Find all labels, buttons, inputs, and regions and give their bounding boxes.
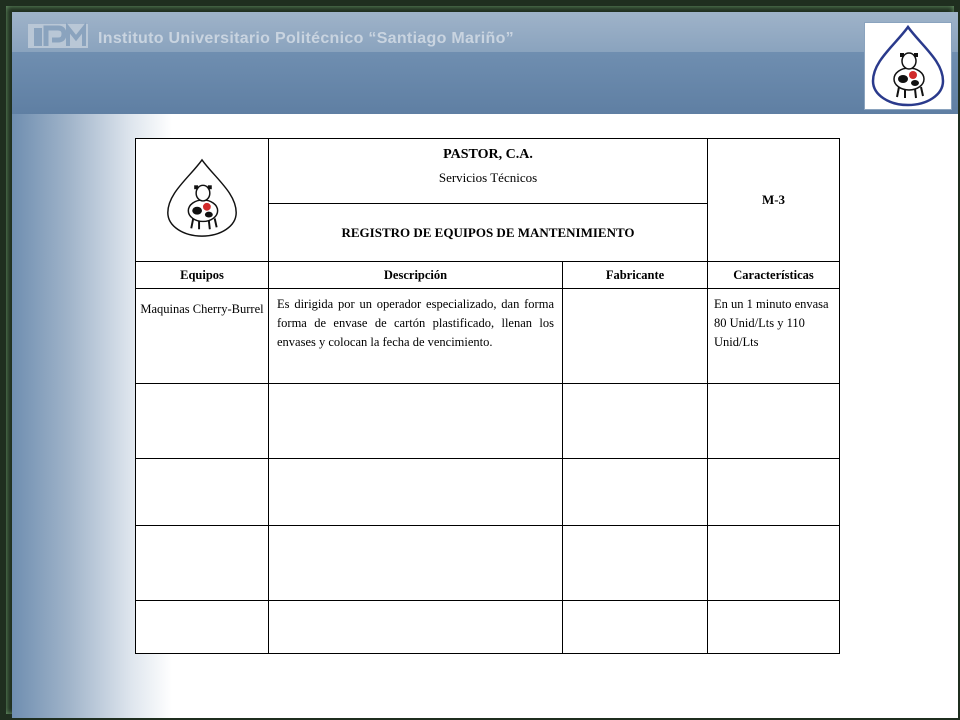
cell-descripcion [269,459,563,526]
cell-descripcion [269,601,563,654]
cell-fabricante [563,459,708,526]
cell-descripcion: Es dirigida por un operador especializado, dan forma forma de envase de cartón plastificado, llenan los envases y colocan la fecha de vencimiento. [269,289,563,384]
form-logo-cell [136,139,269,262]
cow-drop-logo-icon [865,23,951,109]
form-title: REGISTRO DE EQUIPOS DE MANTENIMIENTO [269,204,708,262]
table-row [136,459,840,526]
cell-caracteristicas [708,526,840,601]
company-name: PASTOR, C.A. [443,147,533,162]
institution-logo-icon [28,22,88,50]
cow-drop-logo-icon [160,156,244,240]
cell-fabricante [563,601,708,654]
slide [12,12,958,718]
column-header-caracteristicas: Características [708,262,840,289]
table-row [136,601,840,654]
column-header-row [136,262,840,289]
form-code: M-3 [708,139,840,262]
cell-caracteristicas [708,459,840,526]
cell-equipos: Maquinas Cherry-Burrel [136,289,269,384]
institution-title: Instituto Universitario Politécnico “Santiago Mariño” [98,30,514,47]
corner-logo [864,22,952,110]
column-header-descripcion: Descripción [269,262,563,289]
company-cell [269,139,708,204]
cell-equipos [136,526,269,601]
cell-caracteristicas [708,384,840,459]
table-row [136,526,840,601]
maintenance-register-table [135,138,840,654]
cell-fabricante [563,526,708,601]
cell-equipos [136,601,269,654]
cell-descripcion [269,384,563,459]
column-header-fabricante: Fabricante [563,262,708,289]
cell-fabricante [563,289,708,384]
cell-caracteristicas [708,601,840,654]
cell-fabricante [563,384,708,459]
cell-caracteristicas: En un 1 minuto envasa 80 Unid/Lts y 110 Unid/Lts [708,289,840,384]
cell-equipos [136,459,269,526]
cell-equipos [136,384,269,459]
table-row [136,384,840,459]
column-header-equipos: Equipos [136,262,269,289]
cell-descripcion [269,526,563,601]
department-name: Servicios Técnicos [438,170,538,185]
table-row [136,289,840,384]
